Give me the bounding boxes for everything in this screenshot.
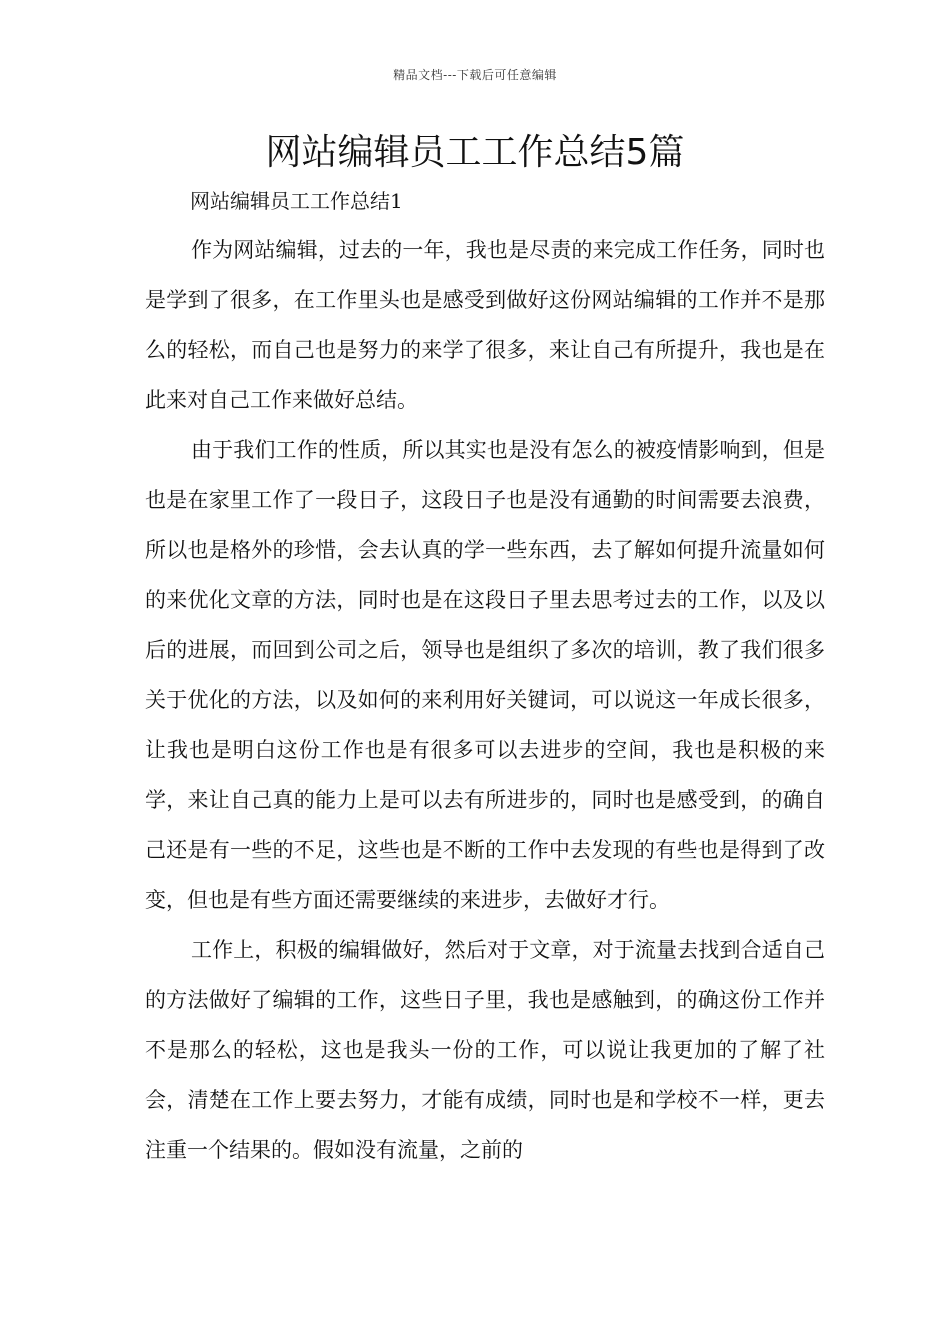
paragraph-1: 作为网站编辑，过去的一年，我也是尽责的来完成工作任务，同时也是学到了很多，在工作里头也是感受到做好这份网站编辑的工作并不是那么的轻松，而自己也是努力的来学了很多，来让自己有所提升，我也是在此来对自己工作来做好总结。 [145,238,825,412]
section-subtitle: 网站编辑员工工作总结1 [190,189,403,213]
paragraph-3: 工作上，积极的编辑做好，然后对于文章，对于流量去找到合适自己的方法做好了编辑的工作，这些日子里，我也是感触到，的确这份工作并不是那么的轻松，这也是我头一份的工作，可以说让我更加的了解了社会，清楚在工作上要去努力，才能有成绩，同时也是和学校不一样，更去注重一个结果的。假如没有流量，之前的 [145,938,825,1162]
paragraph-2: 由于我们工作的性质，所以其实也是没有怎么的被疫情影响到，但是也是在家里工作了一段日子，这段日子也是没有通勤的时间需要去浪费，所以也是格外的珍惜，会去认真的学一些东西，去了解如何提升流量如何的来优化文章的方法，同时也是在这段日子里去思考过去的工作，以及以后的进展，而回到公司之后，领导也是组织了多次的培训，教了我们很多关于优化的方法，以及如何的来利用好关键词，可以说这一年成长很多，让我也是明白这份工作也是有很多可以去进步的空间，我也是积极的来学，来让自己真的能力上是可以去有所进步的，同时也是感受到，的确自己还是有一些的不足，这些也是不断的工作中去发现的有些也是得到了改变，但也是有些方面还需要继续的来进步，去做好才行。 [145,438,825,912]
header-note: 精品文档---下载后可任意编辑 [393,68,557,82]
document-title: 网站编辑员工工作总结5篇 [265,132,685,173]
document-body [145,225,825,1175]
